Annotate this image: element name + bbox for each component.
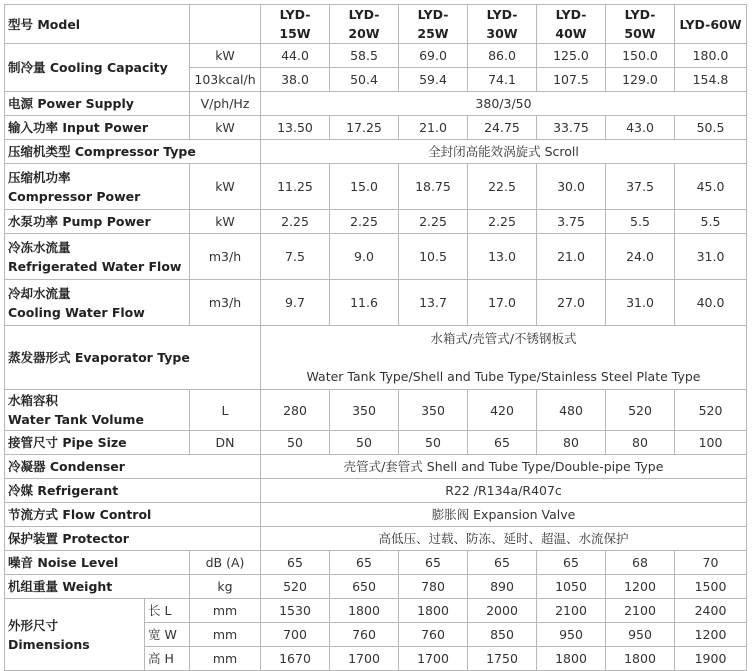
value-cell: 760 xyxy=(399,623,468,647)
value-cell: 30.0 xyxy=(537,164,606,210)
value-cell: 1750 xyxy=(468,647,537,671)
value-cell: 65 xyxy=(330,551,399,575)
value-cell: 15.0 xyxy=(330,164,399,210)
dimension-length-row xyxy=(5,599,747,623)
value-cell: 380/3/50 xyxy=(261,92,747,116)
protector-label: 保护装置 Protector xyxy=(5,527,261,551)
value-cell: 1200 xyxy=(606,575,675,599)
model-name: LYD-50W xyxy=(606,5,675,44)
value-cell: 13.7 xyxy=(399,280,468,326)
value-cell: 5.5 xyxy=(606,210,675,234)
value-cell: 1500 xyxy=(675,575,747,599)
value-cell: 180.0 xyxy=(675,44,747,68)
value-cell: 2.25 xyxy=(330,210,399,234)
value-cell: 350 xyxy=(330,390,399,431)
cooling-capacity-label: 制冷量 Cooling Capacity xyxy=(5,44,190,92)
value-cell: 21.0 xyxy=(537,234,606,280)
value-cell: 1800 xyxy=(606,647,675,671)
weight-row xyxy=(5,575,747,599)
value-cell: 80 xyxy=(537,431,606,455)
value-cell: 7.5 xyxy=(261,234,330,280)
value-cell: 44.0 xyxy=(261,44,330,68)
unit-cell: kW xyxy=(190,164,261,210)
value-cell: 2.25 xyxy=(261,210,330,234)
refrigerant-row xyxy=(5,479,747,503)
compressor-power-label xyxy=(5,164,190,210)
value-cell: 1700 xyxy=(330,647,399,671)
value-cell: 150.0 xyxy=(606,44,675,68)
dimension-sub-label: 宽 W xyxy=(145,623,190,647)
value-cell: 21.0 xyxy=(399,116,468,140)
value-cell: 80 xyxy=(606,431,675,455)
model-label: 型号 Model xyxy=(5,5,190,44)
value-cell: 520 xyxy=(675,390,747,431)
value-cell: 154.8 xyxy=(675,68,747,92)
power-supply-label: 电源 Power Supply xyxy=(5,92,190,116)
value-cell: 24.0 xyxy=(606,234,675,280)
condenser-row xyxy=(5,455,747,479)
label-en: Water Tank Volume xyxy=(8,412,144,427)
dimension-sub-label: 长 L xyxy=(145,599,190,623)
value-cell: 全封闭高能效涡旋式 Scroll xyxy=(261,140,747,164)
value-cell: 5.5 xyxy=(675,210,747,234)
protector-row xyxy=(5,527,747,551)
value-cell: 9.0 xyxy=(330,234,399,280)
value-cell: 760 xyxy=(330,623,399,647)
compressor-type-row xyxy=(5,140,747,164)
value-cell: 1530 xyxy=(261,599,330,623)
value-cell: 18.75 xyxy=(399,164,468,210)
value-cell: 68 xyxy=(606,551,675,575)
value-cell: 11.6 xyxy=(330,280,399,326)
condenser-label: 冷凝器 Condenser xyxy=(5,455,261,479)
value-cell: 280 xyxy=(261,390,330,431)
value-cell: 650 xyxy=(330,575,399,599)
value-cell: 9.7 xyxy=(261,280,330,326)
value-cell: 22.5 xyxy=(468,164,537,210)
value-cell: 59.4 xyxy=(399,68,468,92)
value-cell: 1050 xyxy=(537,575,606,599)
value-cell: 350 xyxy=(399,390,468,431)
value-cell: 74.1 xyxy=(468,68,537,92)
value-cell: 13.50 xyxy=(261,116,330,140)
header-row xyxy=(5,5,747,44)
input-power-row xyxy=(5,116,747,140)
value-cell: 50 xyxy=(261,431,330,455)
label-cn: 冷却水流量 xyxy=(8,285,71,301)
value-cell: 37.5 xyxy=(606,164,675,210)
unit-cell: mm xyxy=(190,647,261,671)
value-cell: 2100 xyxy=(537,599,606,623)
value-cell: 1900 xyxy=(675,647,747,671)
value-cell: 31.0 xyxy=(675,234,747,280)
value-cell: 520 xyxy=(606,390,675,431)
water-tank-volume-label xyxy=(5,390,190,431)
unit-cell: kW xyxy=(190,210,261,234)
pump-power-row xyxy=(5,210,747,234)
unit-cell: kW xyxy=(190,116,261,140)
value-cell: 1200 xyxy=(675,623,747,647)
value-cell: 10.5 xyxy=(399,234,468,280)
label-cn: 水箱容积 xyxy=(8,393,59,408)
compressor-type-label: 压缩机类型 Compressor Type xyxy=(5,140,261,164)
value-cell: R22 /R134a/R407c xyxy=(261,479,747,503)
evaporator-type-label: 蒸发器形式 Evaporator Type xyxy=(5,326,261,390)
label-cn: 压缩机功率 xyxy=(8,169,71,185)
unit-cell: kg xyxy=(190,575,261,599)
flow-control-label: 节流方式 Flow Control xyxy=(5,503,261,527)
value-cell: 3.75 xyxy=(537,210,606,234)
value-cell: 11.25 xyxy=(261,164,330,210)
noise-level-row xyxy=(5,551,747,575)
value-cell: 2400 xyxy=(675,599,747,623)
value-cell: 850 xyxy=(468,623,537,647)
value-cell: 31.0 xyxy=(606,280,675,326)
value-cell: 50 xyxy=(399,431,468,455)
value-cn: 水箱式/壳管式/不锈钢板式 xyxy=(430,331,577,346)
pump-power-label: 水泵功率 Pump Power xyxy=(5,210,190,234)
cooling-water-flow-row xyxy=(5,280,747,326)
unit-cell: m3/h xyxy=(190,234,261,280)
value-cell: 70 xyxy=(675,551,747,575)
value-cell: 950 xyxy=(606,623,675,647)
model-name: LYD-60W xyxy=(675,5,747,44)
value-cell: 1670 xyxy=(261,647,330,671)
value-cell: 520 xyxy=(261,575,330,599)
value-cell: 17.25 xyxy=(330,116,399,140)
value-cell: 100 xyxy=(675,431,747,455)
value-cell: 420 xyxy=(468,390,537,431)
value-cell: 2100 xyxy=(606,599,675,623)
value-en: Water Tank Type/Shell and Tube Type/Stainless Steel Plate Type xyxy=(306,369,701,384)
value-cell: 50.5 xyxy=(675,116,747,140)
unit-cell: mm xyxy=(190,623,261,647)
value-cell: 2000 xyxy=(468,599,537,623)
compressor-power-row xyxy=(5,164,747,210)
model-name: LYD-40W xyxy=(537,5,606,44)
unit-cell: L xyxy=(190,390,261,431)
value-cell: 1700 xyxy=(399,647,468,671)
value-cell: 50.4 xyxy=(330,68,399,92)
value-cell: 65 xyxy=(399,551,468,575)
model-name: LYD-25W xyxy=(399,5,468,44)
pipe-size-label: 接管尺寸 Pipe Size xyxy=(5,431,190,455)
weight-label: 机组重量 Weight xyxy=(5,575,190,599)
dimensions-label: 外形尺寸 Dimensions xyxy=(5,599,145,671)
value-cell: 65 xyxy=(468,431,537,455)
value-cell: 2.25 xyxy=(468,210,537,234)
refrigerated-water-flow-row xyxy=(5,234,747,280)
unit-cell: dB (A) xyxy=(190,551,261,575)
unit-cell: DN xyxy=(190,431,261,455)
header-unit-cell xyxy=(190,5,261,44)
value-cell: 65 xyxy=(261,551,330,575)
value-cell: 65 xyxy=(537,551,606,575)
unit-cell: V/ph/Hz xyxy=(190,92,261,116)
label-en: Compressor Power xyxy=(8,188,141,204)
value-cell: 107.5 xyxy=(537,68,606,92)
value-cell: 高低压、过载、防冻、延时、超温、水流保护 xyxy=(261,527,747,551)
dimension-sub-label: 高 H xyxy=(145,647,190,671)
value-cell: 125.0 xyxy=(537,44,606,68)
value-cell: 890 xyxy=(468,575,537,599)
value-cell: 24.75 xyxy=(468,116,537,140)
label-en: Cooling Water Flow xyxy=(8,304,145,320)
pipe-size-row xyxy=(5,431,747,455)
value-cell: 1800 xyxy=(537,647,606,671)
value-cell: 129.0 xyxy=(606,68,675,92)
model-name: LYD-20W xyxy=(330,5,399,44)
label-en: Refrigerated Water Flow xyxy=(8,258,182,274)
value-cell: 27.0 xyxy=(537,280,606,326)
value-cell: 壳管式/套管式 Shell and Tube Type/Double-pipe Type xyxy=(261,455,747,479)
value-cell: 65 xyxy=(468,551,537,575)
value-cell: 50 xyxy=(330,431,399,455)
refrigerant-label: 冷媒 Refrigerant xyxy=(5,479,261,503)
value-cell: 2.25 xyxy=(399,210,468,234)
value-cell: 45.0 xyxy=(675,164,747,210)
model-name: LYD-15W xyxy=(261,5,330,44)
evaporator-type-value xyxy=(261,326,747,390)
unit-cell: m3/h xyxy=(190,280,261,326)
value-cell: 86.0 xyxy=(468,44,537,68)
power-supply-row xyxy=(5,92,747,116)
evaporator-type-row xyxy=(5,326,747,390)
value-cell: 43.0 xyxy=(606,116,675,140)
value-cell: 13.0 xyxy=(468,234,537,280)
spec-table xyxy=(4,4,747,671)
water-tank-volume-row xyxy=(5,390,747,431)
value-cell: 480 xyxy=(537,390,606,431)
label-cn: 冷冻水流量 xyxy=(8,239,71,255)
model-name: LYD-30W xyxy=(468,5,537,44)
value-cell: 38.0 xyxy=(261,68,330,92)
unit-cell: 103kcal/h xyxy=(190,68,261,92)
input-power-label: 输入功率 Input Power xyxy=(5,116,190,140)
value-cell: 膨胀阀 Expansion Valve xyxy=(261,503,747,527)
value-cell: 950 xyxy=(537,623,606,647)
value-cell: 1800 xyxy=(330,599,399,623)
value-cell: 700 xyxy=(261,623,330,647)
value-cell: 58.5 xyxy=(330,44,399,68)
unit-cell: mm xyxy=(190,599,261,623)
value-cell: 40.0 xyxy=(675,280,747,326)
unit-cell: kW xyxy=(190,44,261,68)
value-cell: 17.0 xyxy=(468,280,537,326)
cooling-capacity-kw-row xyxy=(5,44,747,68)
refrigerated-water-flow-label xyxy=(5,234,190,280)
value-cell: 780 xyxy=(399,575,468,599)
cooling-water-flow-label xyxy=(5,280,190,326)
value-cell: 69.0 xyxy=(399,44,468,68)
flow-control-row xyxy=(5,503,747,527)
value-cell: 33.75 xyxy=(537,116,606,140)
noise-level-label: 噪音 Noise Level xyxy=(5,551,190,575)
value-cell: 1800 xyxy=(399,599,468,623)
